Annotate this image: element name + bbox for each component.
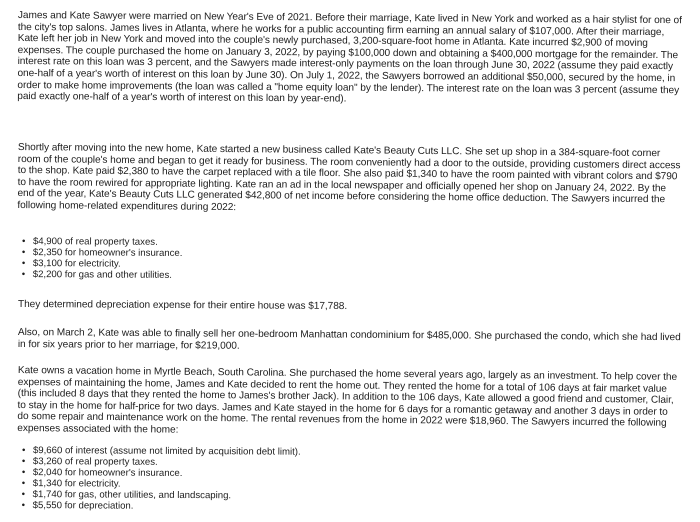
bullet-icon: • [21, 488, 26, 501]
list-item-text: $2,200 for gas and other utilities. [32, 269, 172, 281]
list-item-text: $3,260 of real property taxes. [32, 456, 158, 468]
list-item-text: $4,900 of real property taxes. [32, 236, 158, 248]
bullet-icon: • [21, 466, 26, 479]
list-item-text: $2,350 for homeowner's insurance. [32, 247, 183, 259]
list-item-text: $1,340 for electricity. [32, 478, 121, 490]
bullet-icon: • [21, 257, 26, 270]
paragraph-beauty-cuts-business: Shortly after moving into the new home, Kate started a new business called Kate's Beauty Cuts LLC. She set up shop in a 384-square-foot corner room of the couple's home and began to get it ready for business. The room conveniently had a door to the outside, providing customers direct access to the shop. Kate paid $2,380 to have the carpet replaced with a tile floor. She also paid $1,340 to have the room painted with vibrant colors and $790 to have the room rewired for appropriate lighting. Kate ran an ad in the local newspaper and officially opened her shop on January 24, 2022. By the end of the year, Kate's Beauty Cuts LLC generated $42,800 of net income before considering the home office deduction. The Sawyers incurred the following home-related expenditures during 2022: [17, 142, 681, 214]
list-item-text: $1,740 for gas, other utilities, and landscaping. [32, 489, 232, 502]
paragraph-depreciation: They determined depreciation expense for their entire house was $17,788. [17, 299, 348, 313]
bullet-icon: • [21, 268, 26, 281]
home-expenditures-list [22, 236, 183, 281]
bullet-icon: • [21, 477, 26, 490]
paragraph-vacation-home: Kate owns a vacation home in Myrtle Beach, South Carolina. She purchased the home several years ago, largely as an investment. To help cover the expenses of maintaining the home, James and Kate decided to rent the home out. They rented the home for a total of 106 days at fair market value (this included 8 days that they rented the home to James's brother Jack). In addition to the 106 days, Kate allowed a good friend and customer, Clair, to stay in the home for half-price for two days. James and Kate stayed in the home for 6 days for a romantic getaway and another 3 days in order to do some repair and maintenance work on the home. The rental revenues from the home in 2022 were $18,960. The Sawyers incurred the following expenses associated with the home: [17, 365, 678, 436]
bullet-icon: • [21, 236, 26, 248]
bullet-icon: • [21, 246, 26, 259]
list-item-text: $2,040 for homeowner's insurance. [32, 467, 183, 479]
list-item-text: $5,550 for depreciation. [32, 500, 134, 512]
paragraph-marriage-and-home: James and Kate Sawyer were married on New Year's Eve of 2021. Before their marriage, Kate lived in New York and worked as a hair stylist for one of the city's top salons. James lives in Atlanta, where he works for a public accounting firm earning an annual salary of $107,000. After their marriage, Kate left her job in New York and moved into the couple's newly purchased, 3,200-square-foot home in Atlanta. Kate incurred $2,900 of moving expenses. The couple purchased the home on January 3, 2022, by paying $100,000 down and obtaining a $400,000 mortgage for the remainder. The interest rate on this loan was 3 percent, and the Sawyers made interest-only payments on the loan through June 30, 2022 (assume they paid exactly one-half of a year's worth of interest on this loan by June 30). On July 1, 2022, the Sawyers borrowed an additional $50,000, secured by the home, in order to make home improvements (the loan was called a "home equity loan" by the lender). The interest rate on the loan was 3 percent (assume they paid exactly one-half of a year's worth of interest on this loan by year-end). [17, 10, 682, 105]
list-item [22, 269, 183, 281]
bullet-icon: • [21, 455, 26, 468]
bullet-icon: • [21, 445, 26, 457]
list-item [22, 500, 301, 513]
paragraph-condo-sale: Also, on March 2, Kate was able to finally sell her one-bedroom Manhattan condominium for $485,000. She purchased the condo, which she had lived in for six years prior to her marriage, for $219,000. [17, 327, 681, 352]
list-item-text: $9,660 of interest (assume not limited by acquisition debt limit). [32, 445, 301, 458]
bullet-icon: • [21, 499, 26, 512]
list-item-text: $3,100 for electricity. [32, 258, 121, 270]
vacation-home-expenses-list [22, 445, 301, 513]
